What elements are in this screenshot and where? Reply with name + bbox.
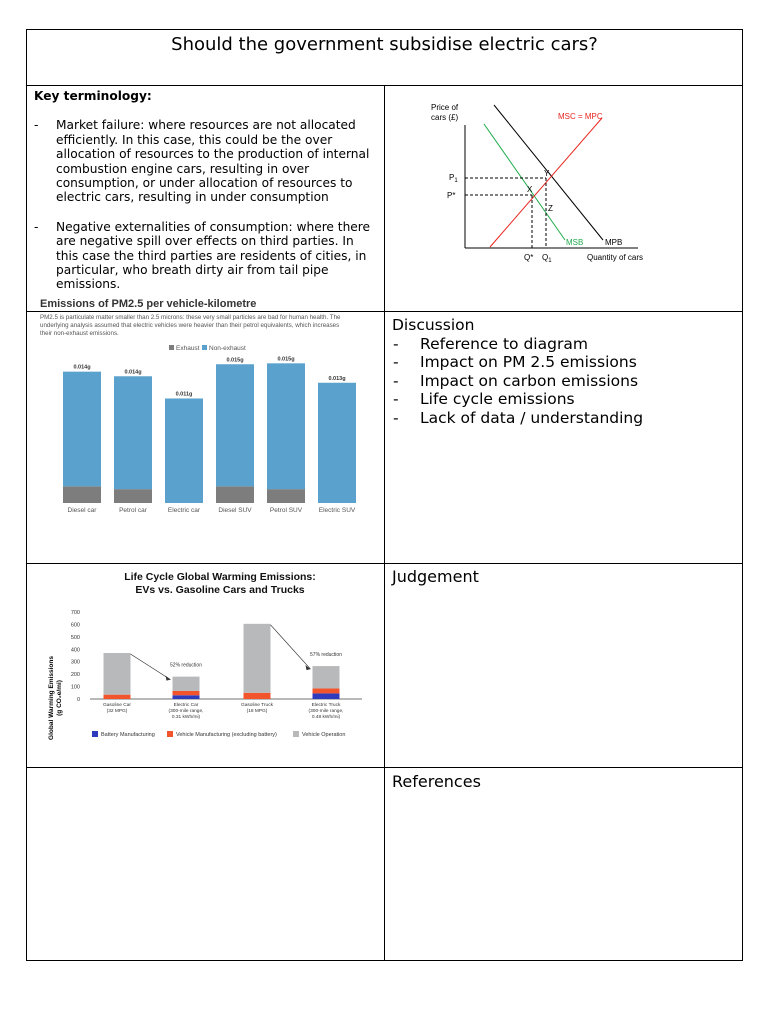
q1-letter: Q: [542, 253, 549, 262]
pm25-bars: [63, 356, 356, 514]
category-label: Electric Car: [173, 703, 199, 708]
pm25-chart-title: Emissions of PM2.5 per vehicle-kilometre: [40, 298, 257, 310]
legend-label-vehicle: Vehicle Manufacturing (excluding battery): [176, 732, 277, 738]
category-label: Gasoline Car: [103, 703, 131, 708]
lifecycle-title-line-1: Life Cycle Global Warming Emissions:: [124, 571, 316, 583]
p1-letter: P: [449, 173, 455, 182]
bar-total-label: 0.011g: [175, 391, 193, 398]
msb-curve: [484, 124, 565, 240]
p1-subscript: 1: [454, 178, 458, 184]
discussion-item: [392, 409, 737, 428]
bar-exhaust: [114, 489, 152, 503]
bar-non-exhaust: [216, 364, 254, 486]
bar-vehicle-manufacturing: [313, 688, 340, 693]
page-title: Should the government subsidise electric cars?: [171, 34, 598, 55]
bar-exhaust: [216, 486, 254, 503]
bar-battery-manufacturing: [173, 695, 200, 699]
y-tick-label: 100: [70, 684, 80, 691]
legend-label-exhaust: Exhaust: [176, 345, 200, 352]
bullet-dash: -: [34, 219, 39, 234]
bullet-dash: -: [393, 353, 399, 372]
q1-subscript: 1: [548, 258, 552, 264]
y-axis-label: Price of: [431, 103, 459, 112]
lifecycle-bars: [71, 610, 362, 720]
discussion-item: [392, 390, 737, 409]
bar-total-label: 0.013g: [328, 375, 346, 382]
table-border-top: [26, 29, 743, 30]
p1-label: [449, 173, 458, 184]
legend-swatch-battery: [92, 731, 98, 737]
table-border-right: [742, 29, 743, 961]
y-tick-label: 600: [70, 622, 80, 629]
pstar-label: P*: [447, 191, 456, 200]
bullet-dash: -: [393, 371, 399, 390]
y-tick-label: 0: [76, 697, 80, 703]
msb-label: MSB: [566, 238, 584, 247]
table-column-divider: [384, 85, 385, 961]
discussion-item: [392, 335, 737, 354]
reduction-arrowhead: [166, 676, 171, 681]
lifecycle-chart: [40, 568, 370, 748]
discussion-item-text: Impact on carbon emissions: [420, 371, 639, 390]
legend-swatch-operation: [293, 731, 299, 737]
category-label: Diesel SUV: [218, 507, 252, 514]
reduction-arrow: [131, 654, 171, 680]
bullet-dash: -: [393, 408, 399, 427]
discussion-heading: Discussion: [392, 316, 475, 334]
bullet-dash: -: [393, 390, 399, 409]
term-negative-externalities: [34, 220, 379, 292]
text-line: emissions.: [56, 277, 121, 292]
text-line: consumption, or under allocation of resources to: [56, 176, 353, 191]
lifecycle-y-axis-unit: (g CO₂e/mi): [56, 680, 63, 716]
legend-label-operation: Vehicle Operation: [302, 732, 346, 738]
judgement-heading: Judgement: [392, 567, 479, 586]
legend-swatch-vehicle: [167, 731, 173, 737]
bar-total-label: 0.015g: [277, 356, 295, 363]
pm25-subtitle-line: PM2.5 is particulate matter smaller than 2.5 microns: these very small particles are bad for human health. The: [40, 314, 341, 321]
lifecycle-y-axis-label: Global Warming Emissions: [48, 656, 55, 740]
references-heading: References: [392, 772, 481, 791]
key-terminology-heading: Key terminology:: [34, 89, 152, 103]
category-label: (18 MPG): [246, 709, 268, 714]
pm25-subtitle-line: underlying analysis assumed that electric vehicles were heavier than their petrol equivalents, which increases: [40, 322, 340, 329]
text-line: combustion engine cars, resulting in over: [56, 161, 310, 176]
category-label: Electric SUV: [318, 507, 356, 514]
category-label: (300-mile range,: [168, 709, 204, 714]
q1-label: [542, 253, 552, 264]
discussion-item-text: Reference to diagram: [420, 334, 588, 353]
point-z-label: Z: [548, 204, 553, 213]
externality-diagram: [420, 100, 660, 270]
bar-non-exhaust: [165, 398, 203, 503]
mpb-label: MPB: [605, 238, 623, 247]
discussion-item-text: Impact on PM 2.5 emissions: [420, 353, 637, 372]
term-market-failure: [34, 118, 379, 204]
x-axis-label: Quantity of cars: [587, 253, 644, 262]
point-x-label: X: [527, 185, 533, 194]
text-line: electric cars, resulting in under consumption: [56, 190, 329, 205]
bar-vehicle-operation: [313, 666, 340, 688]
bar-total-label: 0.014g: [124, 369, 142, 376]
discussion-section: [392, 316, 737, 428]
y-tick-label: 300: [70, 659, 80, 666]
y-axis-label-2: cars (£): [431, 113, 459, 122]
qstar-label: Q*: [524, 253, 534, 262]
bar-total-label: 0.015g: [226, 357, 244, 364]
category-label: Diesel car: [67, 507, 97, 514]
legend-label-battery: Battery Manufacturing: [101, 732, 155, 738]
legend-swatch-non-exhaust: [202, 345, 207, 350]
lifecycle-title-line-2: EVs vs. Gasoline Cars and Trucks: [135, 584, 305, 596]
category-label: Gasoline Truck: [241, 703, 273, 708]
reduction-annotation: 57% reduction: [310, 652, 342, 659]
y-tick-label: 500: [70, 634, 80, 641]
pm25-chart: [36, 295, 376, 520]
bar-exhaust: [267, 489, 305, 503]
text-line: this case the third parties are residents of cities, in: [56, 248, 367, 263]
text-line: Market failure: where resources are not allocated: [56, 118, 356, 133]
bullet-dash: -: [393, 334, 399, 353]
text-line: efficiently. In this case, this could be the over: [56, 132, 333, 147]
text-line: allocation of resources to the production of internal: [56, 147, 370, 162]
y-tick-label: 700: [70, 610, 80, 616]
msc-curve: [490, 118, 602, 247]
key-terminology: [34, 89, 379, 292]
category-label: 0.48 kWh/mi): [311, 715, 341, 720]
category-label: Petrol SUV: [269, 507, 303, 514]
bar-vehicle-manufacturing: [104, 695, 131, 699]
bar-exhaust: [63, 486, 101, 503]
text-line: are negative spill over effects on third parties. In: [56, 234, 354, 249]
bar-vehicle-operation: [173, 677, 200, 691]
bullet-dash: -: [34, 118, 39, 133]
bar-battery-manufacturing: [313, 693, 340, 699]
category-label: Petrol car: [119, 507, 147, 514]
msc-label: MSC = MPC: [558, 112, 603, 121]
category-label: (32 MPG): [106, 709, 128, 714]
y-tick-label: 200: [70, 672, 80, 679]
discussion-item-text: Life cycle emissions: [420, 390, 575, 409]
reduction-annotation: 52% reduction: [170, 662, 202, 669]
text-line: particular, who breath dirty air from tail pipe: [56, 263, 329, 278]
bar-non-exhaust: [318, 383, 356, 503]
text-line: Negative externalities of consumption: where there: [56, 219, 371, 234]
bar-total-label: 0.014g: [73, 364, 91, 371]
category-label: Electric car: [167, 507, 201, 514]
y-tick-label: 400: [70, 647, 80, 654]
point-y-label: Y: [544, 169, 550, 178]
discussion-item: [392, 353, 737, 372]
pm25-subtitle-line: their non-exhaust emissions.: [40, 330, 119, 337]
bar-vehicle-manufacturing: [173, 691, 200, 695]
category-label: Electric Truck: [311, 703, 341, 708]
bar-non-exhaust: [114, 376, 152, 489]
category-label: (300-mile range,: [308, 709, 344, 714]
discussion-item: [392, 372, 737, 391]
legend-label-non-exhaust: Non-exhaust: [209, 345, 246, 352]
bar-non-exhaust: [63, 372, 101, 487]
discussion-item-text: Lack of data / understanding: [420, 408, 644, 427]
bar-vehicle-manufacturing: [244, 693, 271, 699]
reduction-arrow: [271, 625, 311, 669]
table-border-left: [26, 29, 27, 961]
bar-vehicle-operation: [244, 624, 271, 693]
bar-vehicle-operation: [104, 653, 131, 695]
category-label: 0.31 kWh/mi): [171, 715, 201, 720]
legend-swatch-exhaust: [169, 345, 174, 350]
bar-non-exhaust: [267, 363, 305, 489]
